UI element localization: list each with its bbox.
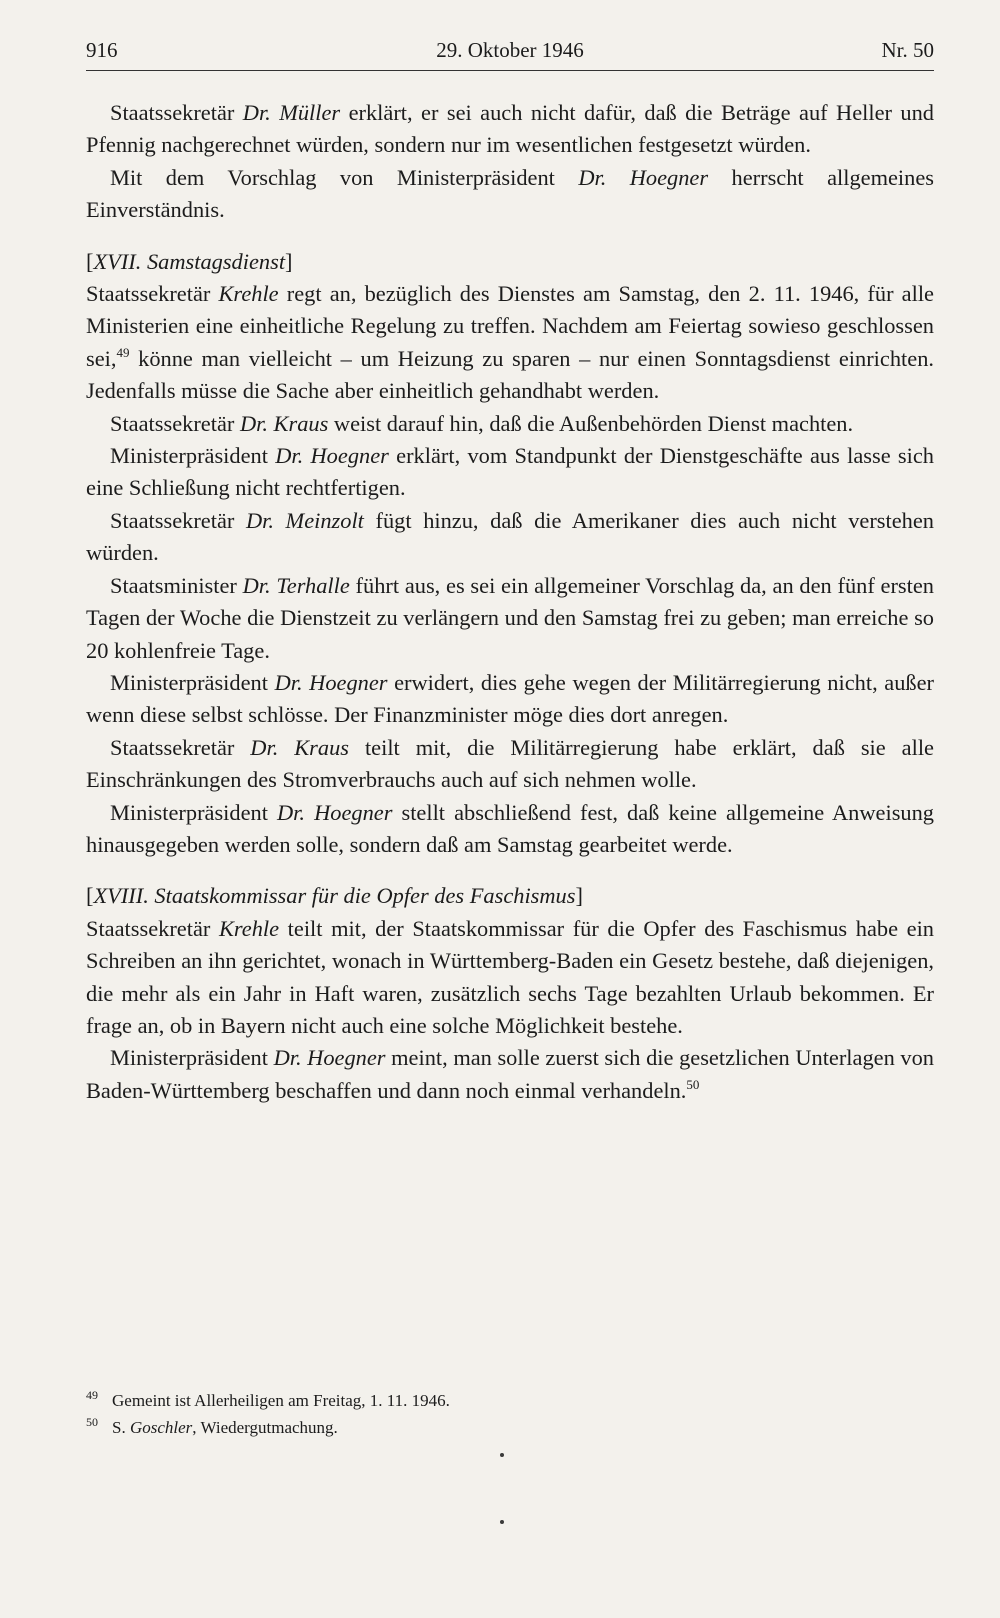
paragraph: Mit dem Vorschlag von Ministerpräsident Dr. Hoegner herrscht allgemeines Einverständnis.	[86, 164, 934, 223]
paragraph: Staatssekretär Dr. Müller erklärt, er sei auch nicht dafür, daß die Beträge auf Heller und Pfennig nachgerechnet würden, sondern nur im wesentlichen festgesetzt würden.	[86, 100, 934, 158]
footnote-number: 50	[86, 1415, 98, 1429]
header-date: 29. Oktober 1946	[436, 38, 584, 62]
paragraph: Staatsminister Dr. Terhalle führt aus, es sei ein allgemeiner Vorschlag da, an den fünf ersten Tagen der Woche die Dienstzeit zu verlängern und den Samstag frei zu geben; man erreiche so 20 kohlenfreie Tage.	[86, 572, 935, 663]
speaker-name: Dr. Kraus	[250, 734, 349, 760]
speaker-name: Dr. Kraus	[239, 410, 329, 436]
paragraph: Ministerpräsident Dr. Hoegner erwidert, dies gehe wegen der Militärregierung nicht, außer wenn diese selbst schlösse. Der Finanzminister möge dies dort anregen.	[86, 669, 934, 728]
page-number: 916	[86, 38, 118, 62]
paragraph: Staatssekretär Krehle teilt mit, der Staatskommissar für die Opfer des Faschismus habe ein Schreiben an ihn gerichtet, wonach in Württemberg-Baden ein Gesetz bestehe, daß diejenigen, die mehr als ein Jahr in Haft waren, zusätzlich sechs Tage bezahlten Urlaub bekommen. Er frage an, ob in Bayern nicht auch eine solche Möglichkeit bestehe.	[86, 915, 934, 1038]
footnote-ref: 49	[116, 344, 130, 360]
speaker-name: Dr. Meinzolt	[245, 507, 364, 533]
footnote: 50 S. Goschler, Wiedergutmachung.	[86, 1414, 934, 1441]
author-name: Goschler	[129, 1418, 193, 1437]
paragraph: Ministerpräsident Dr. Hoegner stellt abschließend fest, daß keine allgemeine Anweisung hinausgegeben werden solle, sondern daß am Samstag gearbeitet werde.	[86, 799, 934, 857]
paragraph: Staatssekretär Krehle regt an, bezüglich des Dienstes am Samstag, den 2. 11. 1946, für alle Ministerien eine einheitliche Regelung zu treffen. Nachdem am Feiertag sowieso geschlossen sei,$^{49}$ könne man vielleicht – um Heizung zu sparen – nur einen Sonntagsdienst einrichten. Jedenfalls müsse die Sache aber einheitlich gehandhabt werden.	[86, 281, 934, 404]
footnote-number: 49	[86, 1388, 98, 1402]
footnote: 49 Gemeint ist Allerheiligen am Freitag, 1. 11. 1946.	[86, 1387, 934, 1414]
header-rule	[86, 70, 934, 71]
speaker-name: Dr. Hoegner	[275, 443, 389, 469]
speaker-name: Dr. Hoegner	[578, 164, 709, 190]
running-header	[86, 38, 934, 72]
paragraph: Staatssekretär Dr. Meinzolt fügt hinzu, daß die Amerikaner dies auch nicht verstehen würden.	[86, 507, 935, 566]
speaker-name: Krehle	[218, 915, 280, 941]
section-heading-xviii: [XVIII. Staatskommissar für die Opfer des Faschismus]	[86, 883, 583, 909]
speaker-name: Krehle	[218, 281, 279, 307]
footnotes	[86, 1387, 934, 1441]
section-heading-xvii: [XVII. Samstagsdienst]	[86, 248, 293, 274]
speaker-name: Dr. Hoegner	[277, 799, 393, 825]
paragraph: Ministerpräsident Dr. Hoegner meint, man solle zuerst sich die gesetzlichen Unterlagen von Baden-Württemberg beschaffen und dann noch einmal verhandeln.$^{50}$	[86, 1045, 934, 1103]
speaker-name: Dr. Hoegner	[274, 669, 388, 695]
issue-number: Nr. 50	[881, 38, 934, 62]
stray-dot	[500, 1520, 504, 1524]
footnote-ref: 50	[686, 1076, 700, 1092]
paragraph: Staatssekretär Dr. Kraus teilt mit, die Militärregierung habe erklärt, daß sie alle Einschränkungen des Stromverbrauchs auch auf sich nehmen wolle.	[86, 734, 934, 793]
paragraph: Ministerpräsident Dr. Hoegner erklärt, vom Standpunkt der Dienstgeschäfte aus lasse sich eine Schließung nicht rechtfertigen.	[86, 443, 934, 501]
speaker-name: Dr. Müller	[242, 100, 341, 125]
speaker-name: Dr. Hoegner	[273, 1045, 386, 1071]
paragraph: Staatssekretär Dr. Kraus weist darauf hin, daß die Außenbehörden Dienst machten.	[110, 410, 854, 436]
speaker-name: Dr. Terhalle	[242, 572, 350, 598]
stray-dot	[500, 1453, 504, 1457]
main-text	[86, 97, 934, 1107]
